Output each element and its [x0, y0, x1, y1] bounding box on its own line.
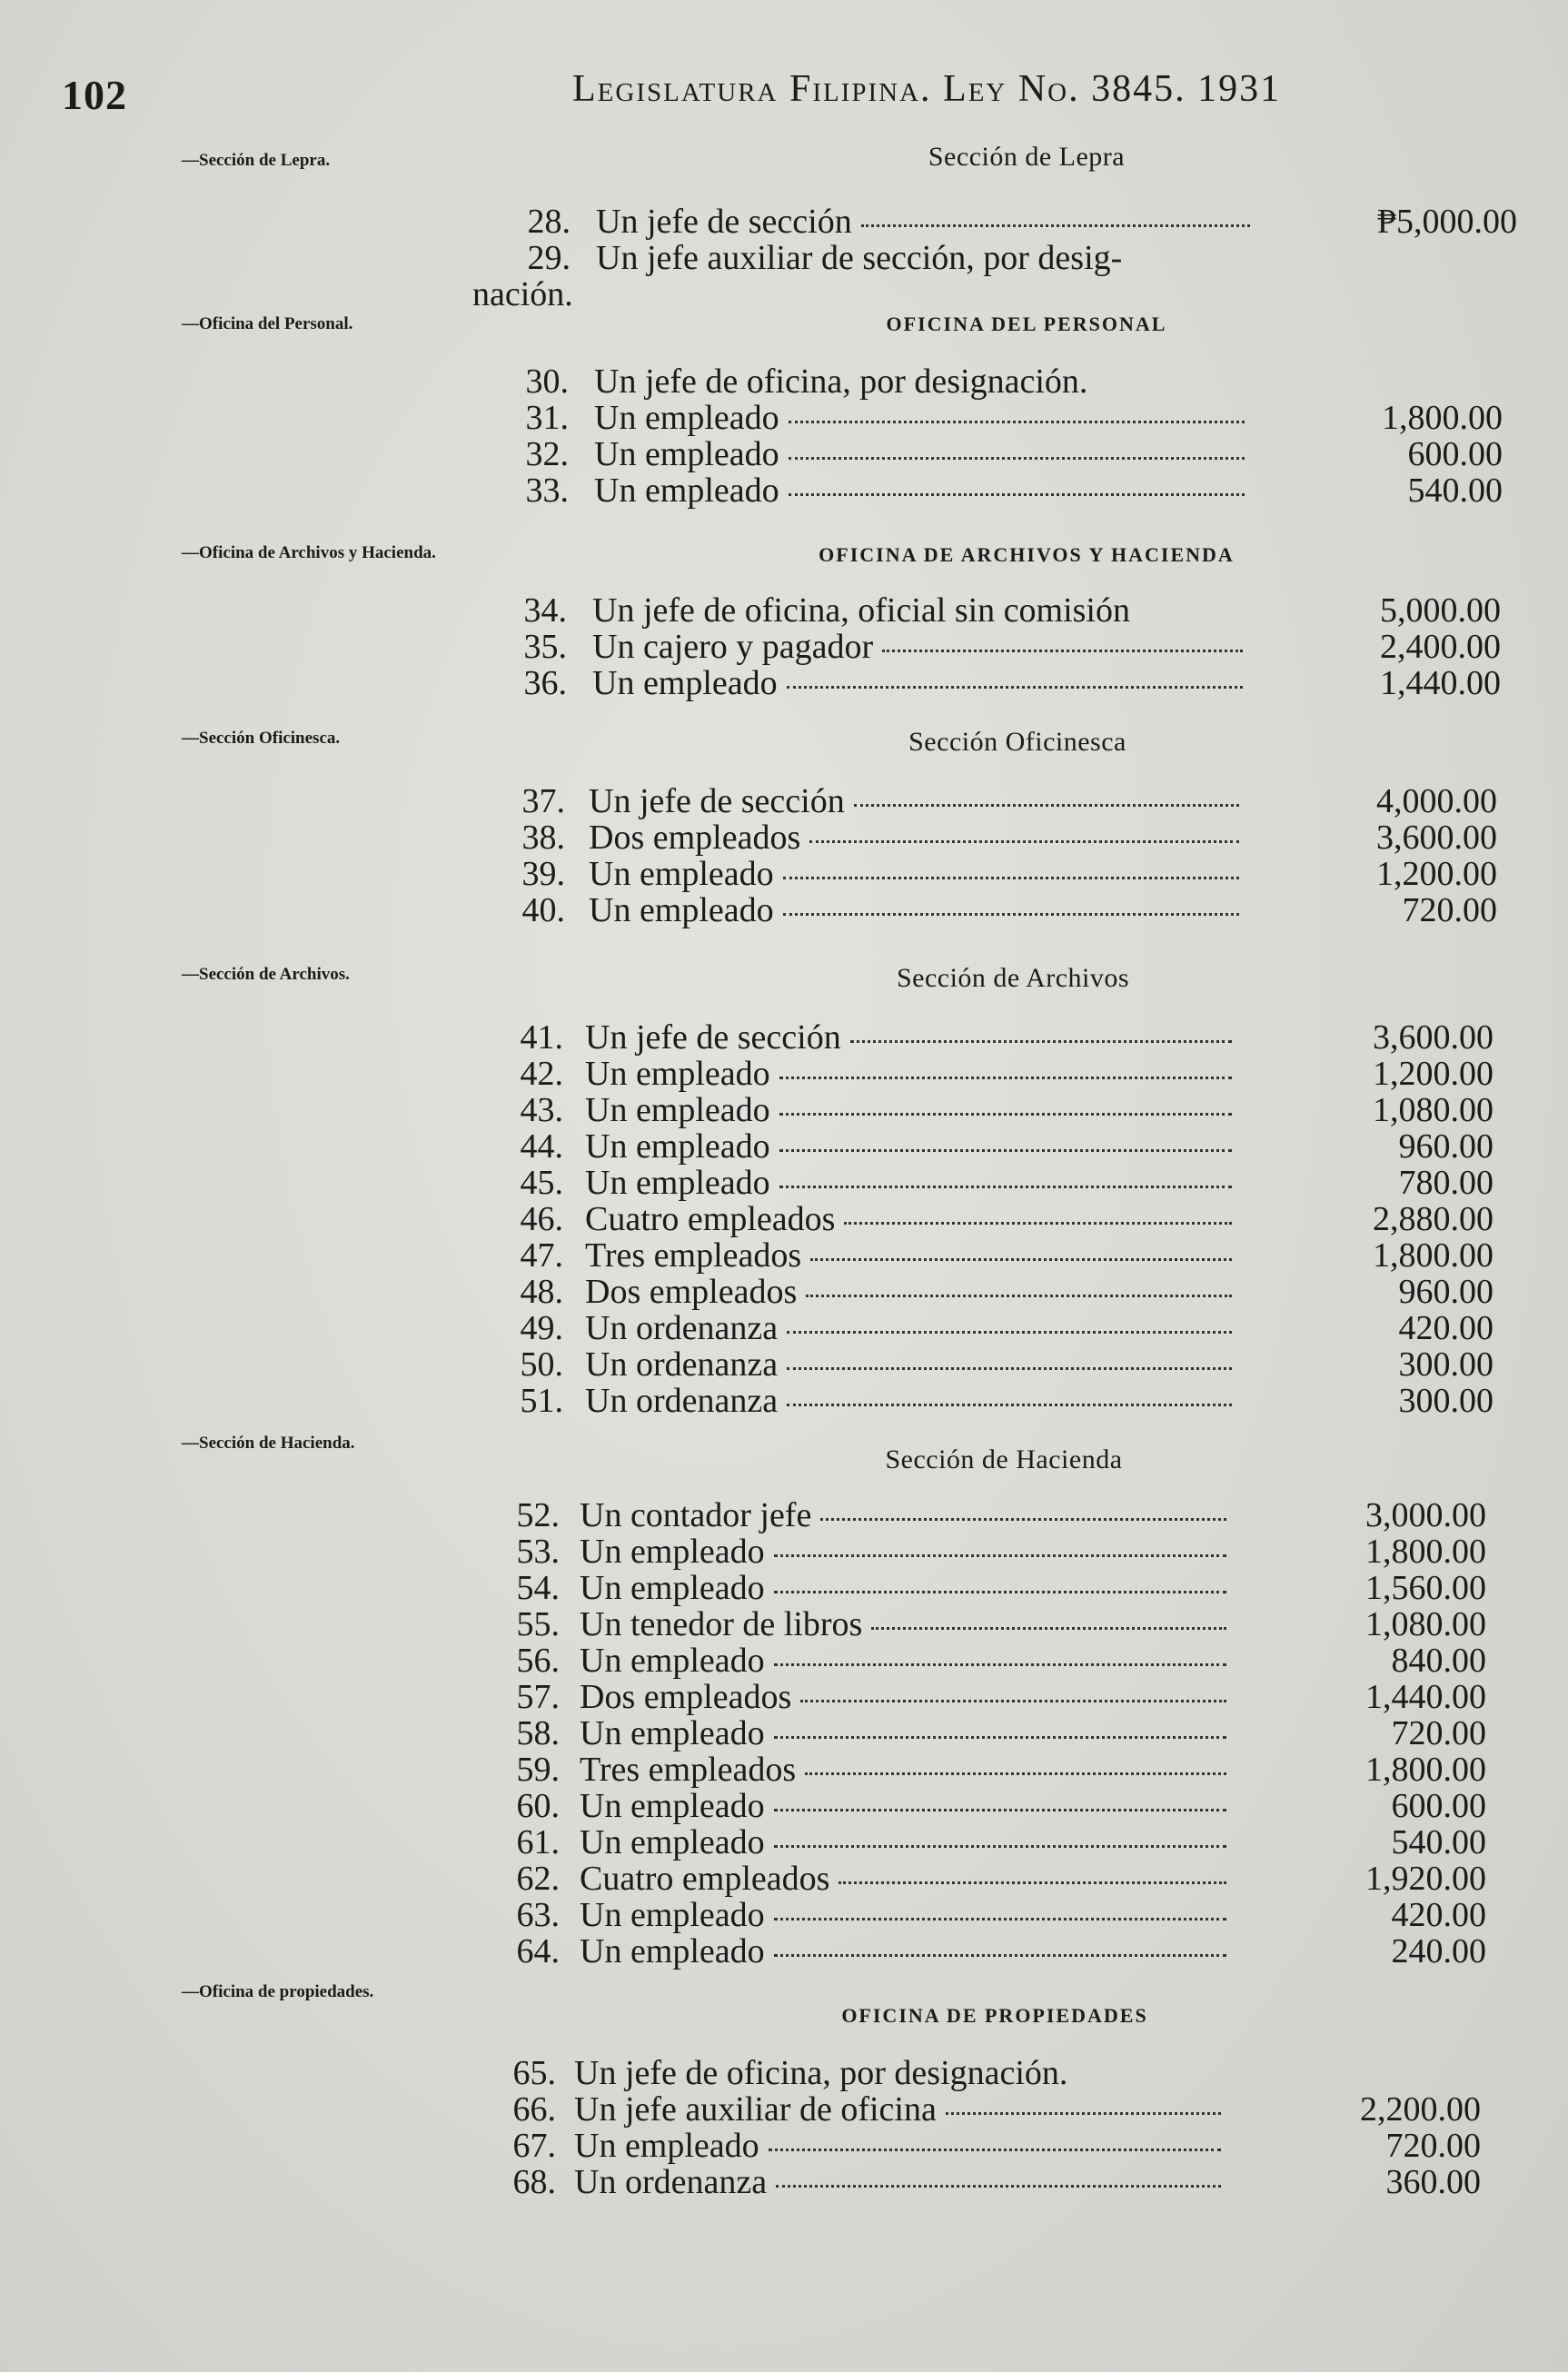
item-number: 31.	[525, 399, 569, 437]
item-amount: 420.00	[1391, 1896, 1486, 1934]
dot-leader	[805, 1771, 1226, 1775]
line-item	[0, 472, 1568, 509]
item-amount: 600.00	[1391, 1787, 1486, 1825]
dot-leader	[789, 491, 1245, 496]
line-item	[0, 592, 1568, 629]
dot-leader	[787, 1402, 1232, 1406]
dot-leader	[789, 419, 1245, 423]
item-description: Un empleado	[594, 436, 779, 472]
item-description: Un ordenanza	[574, 2164, 768, 2200]
item-number: 63.	[516, 1896, 560, 1934]
item-number: 42.	[520, 1055, 563, 1093]
item-amount: 3,600.00	[1373, 1018, 1494, 1057]
dot-leader	[871, 1625, 1226, 1630]
item-description: Un empleado	[580, 1788, 765, 1824]
item-number: 52.	[516, 1496, 560, 1534]
section-heading-hacienda: Sección de Hacienda	[885, 1444, 1123, 1474]
item-amount: 960.00	[1398, 1273, 1494, 1311]
item-description: Un cajero y pagador	[592, 629, 874, 665]
item-description: Un empleado	[594, 472, 779, 509]
item-number: 60.	[516, 1787, 560, 1825]
item-description: Un jefe de oficina, por designación.	[574, 2055, 1068, 2091]
item-number: 43.	[520, 1091, 563, 1129]
item-number: 49.	[520, 1309, 563, 1347]
item-amount: 1,200.00	[1376, 855, 1497, 893]
item-amount: 1,800.00	[1382, 399, 1503, 437]
item-number: 64.	[516, 1932, 560, 1970]
dot-leader	[779, 1111, 1232, 1116]
dot-leader	[854, 802, 1239, 807]
line-item	[0, 1056, 1568, 1092]
item-description: Tres empleados	[585, 1237, 802, 1274]
item-description: Un jefe de sección	[585, 1019, 841, 1056]
item-number: 33.	[525, 471, 569, 510]
item-amount: 720.00	[1391, 1714, 1486, 1752]
item-number: 68.	[512, 2163, 556, 2201]
dot-leader	[783, 875, 1239, 879]
item-amount: ₱5,000.00	[1376, 203, 1517, 241]
item-description: Dos empleados	[580, 1679, 792, 1715]
line-item	[0, 1606, 1568, 1643]
item-description: Un empleado	[580, 1643, 765, 1679]
margin-note-lepra: —Sección de Lepra.	[182, 151, 331, 170]
line-item	[0, 1570, 1568, 1606]
dot-leader	[774, 1734, 1226, 1739]
item-description: Cuatro empleados	[585, 1201, 836, 1237]
line-item	[0, 856, 1568, 892]
item-description: Un jefe auxiliar de sección, por desig-	[596, 240, 1123, 276]
line-item	[0, 1824, 1568, 1861]
dot-leader	[774, 1662, 1226, 1666]
dot-leader	[809, 839, 1239, 843]
item-description: Dos empleados	[589, 819, 801, 856]
dot-leader	[774, 1843, 1226, 1848]
item-description: Un empleado	[574, 2128, 759, 2164]
line-item	[0, 1752, 1568, 1788]
item-description: Un empleado	[585, 1165, 770, 1201]
dot-leader	[806, 1293, 1232, 1297]
item-description: Cuatro empleados	[580, 1861, 830, 1897]
item-amount: 300.00	[1398, 1345, 1494, 1384]
margin-note-hacienda: —Sección de Hacienda.	[182, 1434, 355, 1453]
line-item	[0, 1715, 1568, 1752]
item-number: 67.	[512, 2127, 556, 2165]
item-number: 39.	[521, 855, 565, 893]
item-amount: 3,000.00	[1365, 1496, 1486, 1534]
dot-leader	[774, 1807, 1226, 1811]
item-amount: 1,800.00	[1365, 1533, 1486, 1571]
dot-leader	[810, 1256, 1232, 1261]
line-item	[0, 1383, 1568, 1419]
line-item	[0, 1274, 1568, 1310]
item-number: 59.	[516, 1751, 560, 1789]
item-description: Un empleado	[580, 1824, 765, 1861]
item-description: Un empleado	[585, 1092, 770, 1128]
item-description-continuation: nación.	[472, 275, 573, 313]
line-item	[0, 892, 1568, 928]
item-number: 54.	[516, 1569, 560, 1607]
item-number: 58.	[516, 1714, 560, 1752]
item-amount: 2,200.00	[1360, 2090, 1481, 2129]
dot-leader	[787, 1365, 1232, 1370]
item-number: 28.	[527, 203, 571, 241]
line-item	[0, 1679, 1568, 1715]
margin-note-personal: —Oficina del Personal.	[182, 314, 353, 333]
item-amount: 1,800.00	[1373, 1236, 1494, 1275]
margin-note-oficinesca: —Sección Oficinesca.	[182, 729, 341, 748]
line-item	[0, 1933, 1568, 1970]
item-amount: 2,880.00	[1373, 1200, 1494, 1238]
dot-leader	[774, 1589, 1226, 1593]
margin-note-archivos: —Sección de Archivos.	[182, 965, 350, 984]
item-number: 41.	[520, 1018, 563, 1057]
dot-leader	[789, 455, 1245, 460]
line-item	[0, 2055, 1568, 2091]
item-number: 32.	[525, 435, 569, 473]
dot-leader	[820, 1516, 1226, 1521]
line-item	[0, 1019, 1568, 1056]
line-item	[0, 2164, 1568, 2200]
item-amount: 3,600.00	[1376, 819, 1497, 857]
item-amount: 540.00	[1407, 471, 1503, 510]
item-number: 45.	[520, 1164, 563, 1202]
item-amount: 540.00	[1391, 1823, 1486, 1861]
section-heading-archivos: Sección de Archivos	[896, 963, 1130, 993]
page-number: 102	[62, 72, 127, 118]
item-description: Un ordenanza	[585, 1346, 779, 1383]
item-amount: 1,080.00	[1365, 1605, 1486, 1643]
dot-leader	[787, 684, 1243, 689]
line-item	[0, 2128, 1568, 2164]
item-description: Un jefe de sección	[589, 783, 845, 819]
line-item	[0, 1201, 1568, 1237]
dot-leader	[861, 223, 1250, 227]
item-amount: 2,400.00	[1380, 628, 1501, 666]
item-number: 46.	[520, 1200, 563, 1238]
item-description: Un empleado	[580, 1715, 765, 1752]
item-number: 30.	[525, 362, 569, 401]
item-description: Un empleado	[580, 1570, 765, 1606]
item-description: Un empleado	[589, 856, 774, 892]
dot-leader	[839, 1880, 1226, 1884]
item-description: Un contador jefe	[580, 1497, 812, 1533]
line-item	[0, 400, 1568, 436]
line-item	[0, 1165, 1568, 1201]
line-item	[0, 1897, 1568, 1933]
item-description: Un empleado	[592, 665, 778, 701]
line-item	[0, 1092, 1568, 1128]
item-description: Un jefe de oficina, por designación.	[594, 363, 1088, 400]
item-amount: 1,440.00	[1365, 1678, 1486, 1716]
dot-leader	[779, 1184, 1232, 1188]
line-item	[0, 2091, 1568, 2128]
dot-leader	[783, 911, 1239, 916]
item-amount: 1,800.00	[1365, 1751, 1486, 1789]
item-number: 37.	[521, 782, 565, 820]
item-number: 53.	[516, 1533, 560, 1571]
item-description: Un jefe de oficina, oficial sin comisión	[592, 592, 1130, 629]
item-amount: 1,920.00	[1365, 1860, 1486, 1898]
line-item	[0, 1788, 1568, 1824]
line-item	[0, 819, 1568, 856]
item-description: Un empleado	[585, 1056, 770, 1092]
item-description: Un empleado	[580, 1897, 765, 1933]
dot-leader	[776, 2183, 1221, 2188]
item-number: 65.	[512, 2054, 556, 2092]
item-number: 44.	[520, 1127, 563, 1166]
section-heading-archivos-hacienda: OFICINA DE ARCHIVOS Y HACIENDA	[819, 543, 1235, 566]
dot-leader	[774, 1952, 1226, 1957]
section-heading-lepra: Sección de Lepra	[928, 142, 1126, 172]
line-item	[0, 436, 1568, 472]
item-number: 29.	[527, 239, 571, 277]
dot-leader	[850, 1038, 1232, 1043]
item-description: Un ordenanza	[585, 1383, 779, 1419]
item-number: 51.	[520, 1382, 563, 1420]
line-item	[0, 363, 1568, 400]
item-number: 38.	[521, 819, 565, 857]
item-description: Un ordenanza	[585, 1310, 779, 1346]
dot-leader	[787, 1329, 1232, 1334]
item-description: Un empleado	[580, 1933, 765, 1970]
line-item	[0, 1346, 1568, 1383]
item-amount: 780.00	[1398, 1164, 1494, 1202]
item-amount: 1,200.00	[1373, 1055, 1494, 1093]
item-description: Un empleado	[594, 400, 779, 436]
item-amount: 960.00	[1398, 1127, 1494, 1166]
item-number: 48.	[520, 1273, 563, 1311]
item-number: 62.	[516, 1860, 560, 1898]
section-heading-propiedades: OFICINA DE PROPIEDADES	[841, 2004, 1148, 2027]
line-item	[0, 783, 1568, 819]
item-amount: 1,560.00	[1365, 1569, 1486, 1607]
item-description: Un empleado	[585, 1128, 770, 1165]
dot-leader	[800, 1698, 1226, 1702]
item-description: Un tenedor de libros	[580, 1606, 863, 1643]
dot-leader	[946, 2110, 1221, 2115]
item-amount: 1,440.00	[1380, 664, 1501, 702]
line-item	[0, 1861, 1568, 1897]
margin-note-propiedades: —Oficina de propiedades.	[182, 1982, 374, 2001]
item-amount: 4,000.00	[1376, 782, 1497, 820]
dot-leader	[769, 2147, 1221, 2151]
section-heading-oficinesca: Sección Oficinesca	[908, 727, 1126, 757]
line-item	[0, 203, 1568, 240]
item-number: 35.	[523, 628, 567, 666]
running-head: Legislatura Filipina. Ley No. 3845. 1931	[572, 68, 1282, 110]
item-number: 34.	[523, 591, 567, 630]
item-number: 40.	[521, 891, 565, 929]
dot-leader	[779, 1075, 1232, 1079]
line-item	[0, 1237, 1568, 1274]
line-item	[0, 1310, 1568, 1346]
item-number: 55.	[516, 1605, 560, 1643]
item-amount: 1,080.00	[1373, 1091, 1494, 1129]
item-number: 66.	[512, 2090, 556, 2129]
section-heading-personal: OFICINA DEL PERSONAL	[886, 313, 1167, 335]
item-amount: 300.00	[1398, 1382, 1494, 1420]
item-amount: 720.00	[1385, 2127, 1481, 2165]
line-item	[0, 1128, 1568, 1165]
item-amount: 240.00	[1391, 1932, 1486, 1970]
item-description: Un jefe de sección	[596, 203, 852, 240]
item-number: 56.	[516, 1642, 560, 1680]
item-amount: 420.00	[1398, 1309, 1494, 1347]
item-description: Un empleado	[580, 1533, 765, 1570]
line-item	[0, 1497, 1568, 1533]
line-item	[0, 629, 1568, 665]
line-item	[0, 240, 1568, 276]
item-description: Tres empleados	[580, 1752, 797, 1788]
item-number: 47.	[520, 1236, 563, 1275]
item-number: 50.	[520, 1345, 563, 1384]
item-number: 61.	[516, 1823, 560, 1861]
dot-leader	[774, 1916, 1226, 1920]
item-description: Dos empleados	[585, 1274, 798, 1310]
item-amount: 840.00	[1391, 1642, 1486, 1680]
item-amount: 600.00	[1407, 435, 1503, 473]
item-amount: 5,000.00	[1380, 591, 1501, 630]
dot-leader	[844, 1220, 1232, 1225]
dot-leader	[882, 648, 1243, 652]
item-description: Un jefe auxiliar de oficina	[574, 2091, 937, 2128]
margin-note-archivos-hacienda: —Oficina de Archivos y Hacienda.	[182, 543, 436, 562]
dot-leader	[774, 1553, 1226, 1557]
item-number: 36.	[523, 664, 567, 702]
line-item	[0, 1533, 1568, 1570]
item-amount: 360.00	[1385, 2163, 1481, 2201]
dot-leader	[779, 1147, 1232, 1152]
item-amount: 720.00	[1402, 891, 1497, 929]
line-item	[0, 665, 1568, 701]
item-description: Un empleado	[589, 892, 774, 928]
line-item	[0, 1643, 1568, 1679]
item-number: 57.	[516, 1678, 560, 1716]
